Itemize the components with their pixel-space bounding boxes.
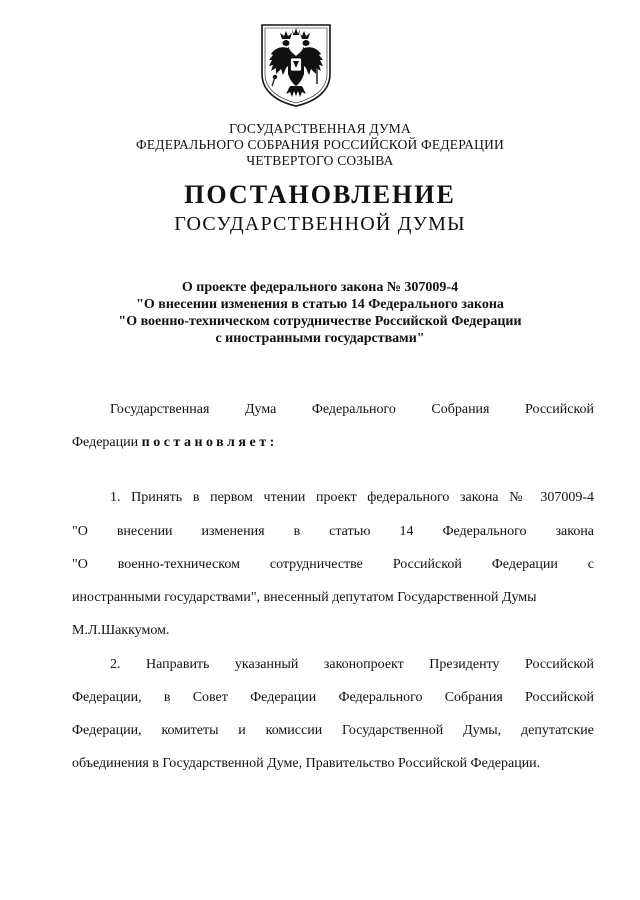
word: Федерального — [442, 524, 527, 539]
coat-of-arms-emblem — [259, 22, 333, 108]
word: в — [293, 524, 301, 539]
preamble-line — [72, 434, 594, 452]
word: Федерации — [250, 690, 317, 705]
word: Российской — [525, 402, 595, 417]
word: изменения — [201, 524, 265, 539]
item1-line — [72, 556, 594, 574]
word: Федерации, — [72, 723, 142, 738]
convocation: ЧЕТВЕРТОГО СОЗЫВА — [246, 153, 394, 168]
preamble-text: Федерации — [72, 435, 142, 450]
word: Президенту — [429, 657, 500, 672]
word: Направить — [145, 657, 210, 672]
subject-line: "О военно-техническом сотрудничестве Российской Федерации — [118, 314, 522, 329]
word: Дума — [244, 402, 277, 417]
word: Государственная — [110, 402, 210, 417]
bill-number: 307009-4 — [540, 490, 595, 505]
word: Собрания — [444, 690, 503, 705]
word: с — [587, 557, 595, 572]
document-title: ПОСТАНОВЛЕНИЕ — [184, 180, 456, 209]
word: 2. — [110, 657, 121, 672]
word: Собрания — [431, 402, 490, 417]
word: статью — [329, 524, 371, 539]
subject-line: "О внесении изменения в статью 14 Федерального закона — [136, 297, 504, 312]
word: Государственной — [342, 723, 444, 738]
item2-line — [72, 689, 594, 707]
item2-line: объединения в Государственной Думе, Правительство Российской Федерации. — [72, 756, 541, 771]
word: Федерального — [311, 402, 396, 417]
word: закона — [555, 524, 595, 539]
word: Думы, — [463, 723, 502, 738]
item1-line: М.Л.Шаккумом. — [72, 623, 170, 638]
item1-line: иностранными государствами", внесенный депутатом Государственной Думы — [72, 590, 537, 605]
word: Совет — [192, 690, 228, 705]
word: и — [238, 723, 246, 738]
word: Российской — [392, 557, 462, 572]
word: Федерации, — [72, 690, 142, 705]
word: военно-техническом — [117, 557, 240, 572]
issuer-parent: ФЕДЕРАЛЬНОГО СОБРАНИЯ РОССИЙСКОЙ ФЕДЕРАЦИИ — [136, 137, 504, 152]
resolves-word: постановляет: — [141, 435, 278, 450]
document-subtitle: ГОСУДАРСТВЕННОЙ ДУМЫ — [174, 213, 466, 235]
word: Российской — [525, 657, 595, 672]
word: в — [163, 690, 171, 705]
word: Федерального — [338, 690, 423, 705]
word: законопроект — [323, 657, 404, 672]
issuer-name: ГОСУДАРСТВЕННАЯ ДУМА — [229, 121, 411, 136]
word: указанный — [234, 657, 299, 672]
item1-text: 1. Принять в первом чтении проект федерального закона — [110, 490, 499, 505]
item2-line — [72, 722, 594, 740]
word: Российской — [525, 690, 595, 705]
word: комиссии — [265, 723, 323, 738]
word: "О — [72, 557, 88, 572]
number-sign: № — [509, 490, 530, 505]
subject-line: О проекте федерального закона № 307009-4 — [181, 280, 459, 295]
word: депутатские — [521, 723, 595, 738]
word: Федерации — [491, 557, 558, 572]
word: "О — [72, 524, 88, 539]
subject-line: с иностранными государствами" — [215, 331, 425, 346]
word: сотрудничестве — [269, 557, 363, 572]
item2-line — [110, 656, 594, 674]
item1-line — [110, 489, 594, 507]
word: 14 — [399, 524, 414, 539]
word: комитеты — [161, 723, 219, 738]
item1-line — [72, 523, 594, 541]
preamble-line — [110, 401, 594, 419]
word: внесении — [116, 524, 173, 539]
